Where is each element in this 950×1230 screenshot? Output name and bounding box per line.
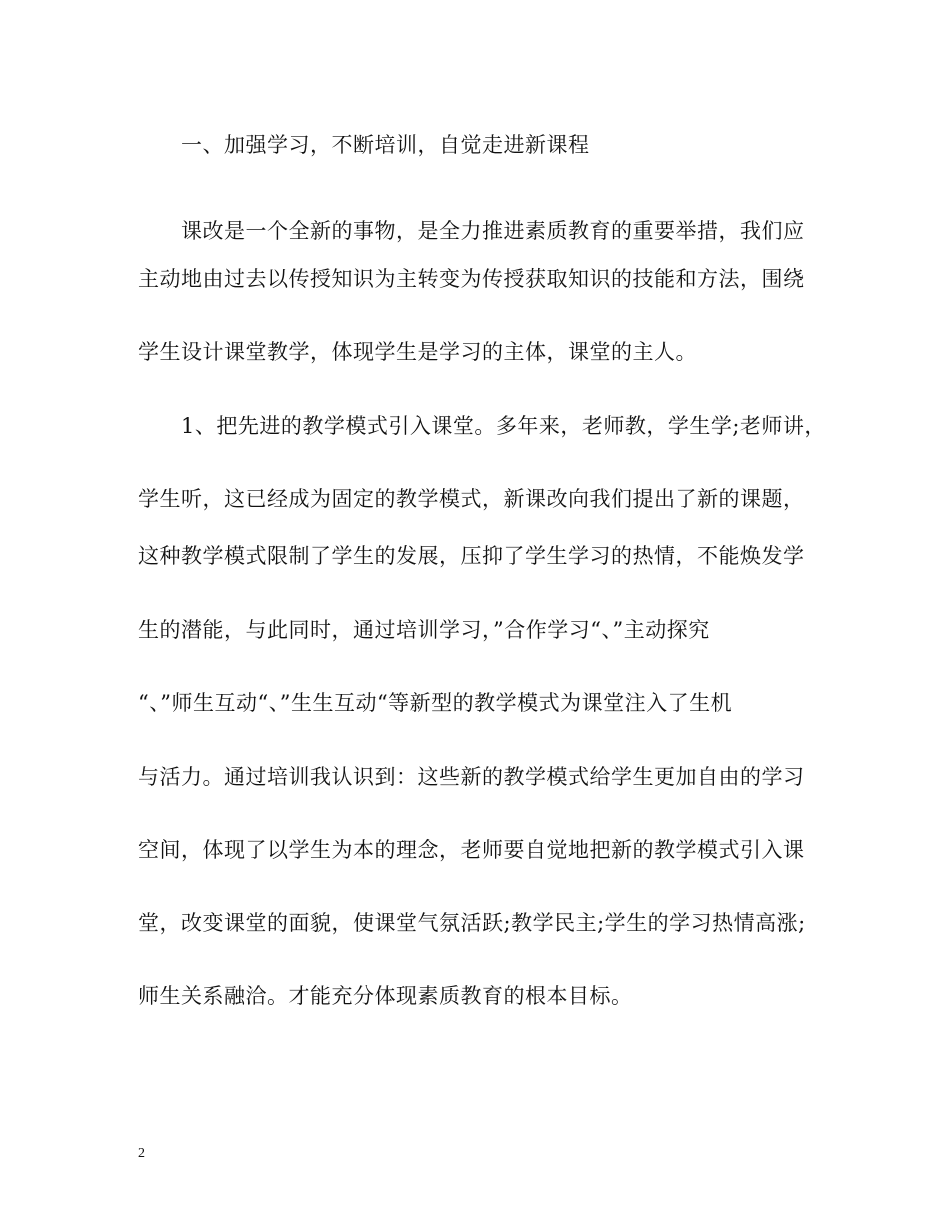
paragraph-line: “、”师生互动“、”生生互动“等新型的教学模式为课堂注入了生机 bbox=[138, 691, 733, 715]
paragraph-line: 堂，改变课堂的面貌，使课堂气氛活跃;教学民主;学生的学习热情高涨; bbox=[138, 911, 806, 935]
paragraph-line: 学生听，这已经成为固定的教学模式，新课改向我们提出了新的课题， bbox=[138, 487, 805, 511]
paragraph-line: 生的潜能，与此同时，通过培训学习，”合作学习“、”主动探究 bbox=[138, 618, 710, 642]
paragraph-line: 课改是一个全新的事物，是全力推进素质教育的重要举措，我们应 bbox=[181, 219, 805, 243]
paragraph-line: 师生关系融洽。才能充分体现素质教育的根本目标。 bbox=[138, 984, 633, 1008]
paragraph-line: 这种教学模式限制了学生的发展，压抑了学生学习的热情，不能焕发学 bbox=[138, 544, 805, 568]
paragraph-line: 空间，体现了以学生为本的理念，老师要自觉地把新的教学模式引入课 bbox=[138, 838, 805, 862]
page-number: 2 bbox=[138, 1146, 145, 1161]
paragraph-line: 与活力。通过培训我认识到：这些新的教学模式给学生更加自由的学习 bbox=[138, 765, 805, 789]
paragraph-line: 学生设计课堂教学，体现学生是学习的主体，课堂的主人。 bbox=[138, 340, 697, 364]
section-heading: 一、加强学习，不断培训，自觉走进新课程 bbox=[181, 133, 590, 157]
paragraph-line: 主动地由过去以传授知识为主转变为传授获取知识的技能和方法，围绕 bbox=[138, 267, 805, 291]
paragraph-line: 1、把先进的教学模式引入课堂。多年来，老师教，学生学;老师讲， bbox=[181, 414, 826, 438]
